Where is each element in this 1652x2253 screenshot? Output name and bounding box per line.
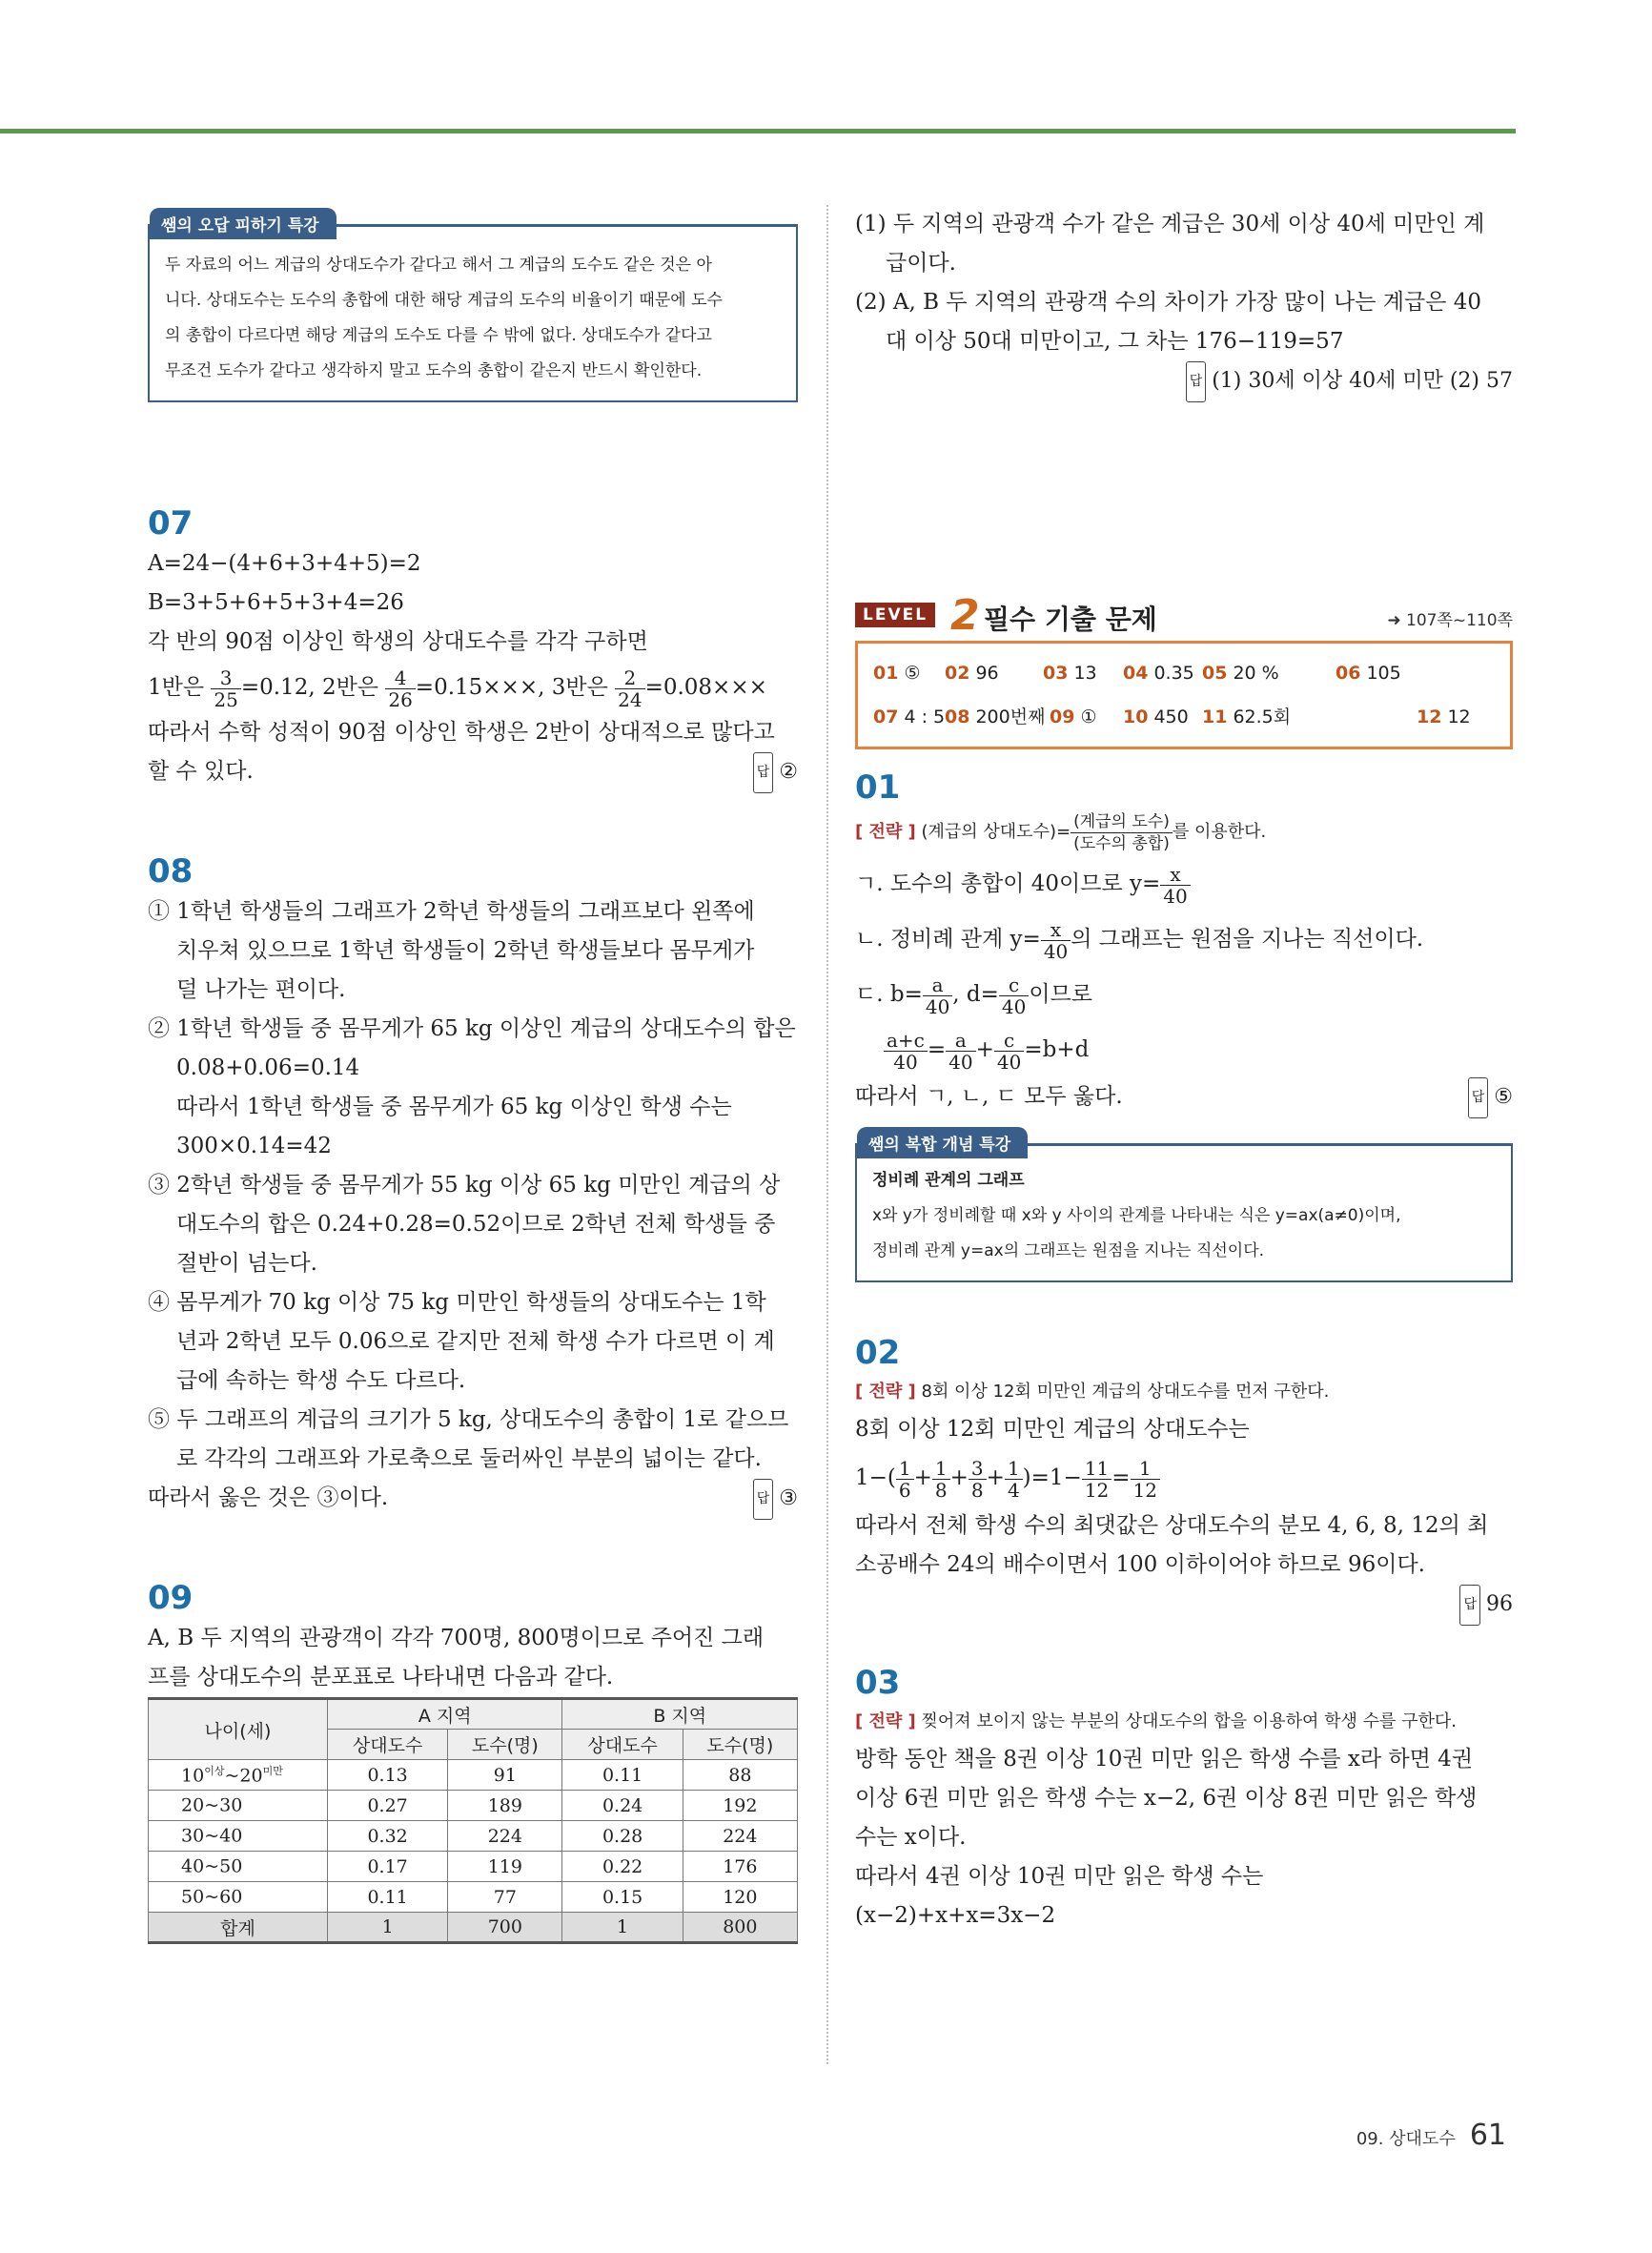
table-row bbox=[149, 1852, 798, 1882]
text-line: ⑤ 두 그래프의 계급의 크기가 5 kg, 상대도수의 총합이 1로 같으므 bbox=[148, 1407, 789, 1432]
answer: 답 ③ bbox=[753, 1479, 798, 1520]
text-line: 대 이상 50대 미만이고, 그 차는 176−119=57 bbox=[886, 329, 1344, 354]
header-region-a: A 지역 bbox=[328, 1699, 562, 1730]
table-row bbox=[149, 1791, 798, 1821]
tip-box-concept bbox=[855, 1136, 1513, 1282]
cell: 0.28 bbox=[562, 1821, 683, 1852]
header-frequency: 도수(명) bbox=[683, 1730, 797, 1760]
total-label: 합계 bbox=[149, 1913, 328, 1943]
solution-02 bbox=[855, 1332, 1513, 1626]
cell: 0.11 bbox=[328, 1882, 448, 1913]
cell: 0.17 bbox=[328, 1852, 448, 1882]
answer-row bbox=[873, 651, 1495, 695]
age-cell: 20~30 bbox=[149, 1791, 328, 1821]
age-cell: 40~50 bbox=[149, 1852, 328, 1882]
age-cell: $10^{이상}\sim 20^{미만}$ bbox=[149, 1760, 328, 1791]
cell: 192 bbox=[683, 1791, 797, 1821]
cell: 1 bbox=[328, 1913, 448, 1943]
answer-key-item: 11 62.5회 bbox=[1202, 707, 1292, 727]
tip-box-mistakes bbox=[148, 216, 798, 402]
answer-mark-icon: 답 bbox=[1459, 1585, 1480, 1626]
text-line: 따라서 1학년 학생들 중 몸무게가 65 kg 이상인 학생 수는 bbox=[176, 1095, 732, 1119]
tip-line: x와 y가 정비례할 때 x와 y 사이의 관계를 나타내는 식은 y=ax(a≠0)이며, bbox=[872, 1206, 1401, 1225]
tip-line: 의 총합이 다르다면 해당 계급의 도수도 다를 수 밖에 없다. 상대도수가 같다고 bbox=[165, 326, 712, 345]
top-rule bbox=[0, 129, 1516, 133]
cell: 88 bbox=[683, 1760, 797, 1791]
level-number: 2 bbox=[950, 591, 980, 640]
answer-key-item: 08 200번째 bbox=[945, 707, 1046, 727]
text-line: 급이다. bbox=[886, 251, 956, 276]
header-age: 나이(세) bbox=[149, 1699, 328, 1760]
cell: 0.15 bbox=[562, 1882, 683, 1913]
answer-key-item: 07 4 : 5 bbox=[873, 707, 946, 727]
answer-key-item: 10 450 bbox=[1123, 707, 1189, 727]
strategy: [ 전략 ] (계급의 상대도수)= $\frac{\text{(계급의 도수)}}{\text{(도수의 총합)}}$ 를 이용한다. bbox=[855, 811, 1267, 853]
solution-07 bbox=[148, 502, 798, 791]
answer: 답 (1) 30세 이상 40세 미만 (2) 57 bbox=[855, 361, 1513, 402]
text-line: ② 1학년 학생들 중 몸무게가 65 kg 이상인 계급의 상대도수의 합은 bbox=[148, 1016, 796, 1041]
answer-key-item: 04 0.35 bbox=[1123, 663, 1194, 684]
text-line: A, B 두 지역의 관광객이 각각 700명, 800명이므로 주어진 그래 bbox=[148, 1626, 765, 1650]
answer-mark-icon: 답 bbox=[1186, 361, 1207, 402]
text-line: (1) 두 지역의 관광객 수가 같은 계급은 30세 이상 40세 미만인 계 bbox=[855, 212, 1485, 236]
cell: 91 bbox=[448, 1760, 562, 1791]
table-row bbox=[149, 1821, 798, 1852]
answer-mark-icon: 답 bbox=[753, 1479, 774, 1520]
text-line: 8회 이상 12회 미만인 계급의 상대도수는 bbox=[855, 1417, 1250, 1442]
level-tag: LEVEL bbox=[855, 603, 935, 627]
cell: 119 bbox=[448, 1852, 562, 1882]
text-line: 할 수 있다. 답 ② bbox=[148, 752, 798, 791]
text-line: 프를 상대도수의 분포표로 나타내면 다음과 같다. bbox=[148, 1665, 614, 1690]
problem-number: 07 bbox=[148, 504, 194, 543]
cell: 800 bbox=[683, 1913, 797, 1943]
cell: 77 bbox=[448, 1882, 562, 1913]
header-relative: 상대도수 bbox=[562, 1730, 683, 1760]
cell: 176 bbox=[683, 1852, 797, 1882]
text-line: 따라서 옳은 것은 ③이다. 답 ③ bbox=[148, 1479, 798, 1518]
fraction: $\frac{3}{25}$ bbox=[211, 667, 240, 710]
text-line: ① 1학년 학생들의 그래프가 2학년 학생들의 그래프보다 왼쪽에 bbox=[148, 899, 755, 924]
problem-number: 08 bbox=[148, 852, 194, 891]
answer-key-item: 05 20 % bbox=[1202, 663, 1279, 684]
fraction: $\frac{2}{24}$ bbox=[615, 667, 644, 710]
answer: 답 ⑤ bbox=[1468, 1077, 1513, 1118]
table-row-total bbox=[149, 1913, 798, 1943]
equation-line: 1−( $\frac{1}{6}$ + $\frac{1}{8}$ + $\frac{3}{8}$ + $\frac{1}{4}$ )=1− $\frac{11}{12}$ = $\frac{1}{12}$ bbox=[855, 1449, 1513, 1506]
solution-09-continued bbox=[855, 205, 1513, 402]
page-footer bbox=[1356, 2119, 1506, 2152]
text-line: 0.08+0.06=0.14 bbox=[176, 1055, 360, 1080]
right-column bbox=[855, 205, 1513, 1936]
text-line: 따라서 전체 학생 수의 최댓값은 상대도수의 분모 4, 6, 8, 12의 최 bbox=[855, 1513, 1489, 1538]
text-line: 소공배수 24의 배수이면서 100 이하이어야 하므로 96이다. bbox=[855, 1552, 1425, 1577]
solution-08 bbox=[148, 850, 798, 1518]
fraction: $\frac{4}{26}$ bbox=[385, 667, 415, 710]
solution-03 bbox=[855, 1662, 1513, 1936]
answer-key-item: 12 12 bbox=[1417, 707, 1471, 727]
text-line: 덜 나가는 편이다. bbox=[176, 977, 346, 1002]
left-column bbox=[148, 205, 798, 1944]
header-region-b: B 지역 bbox=[562, 1699, 798, 1730]
cell: 0.24 bbox=[562, 1791, 683, 1821]
cell: 700 bbox=[448, 1913, 562, 1943]
problem-number: 01 bbox=[855, 768, 901, 807]
text-line: 방학 동안 책을 8권 이상 10권 미만 읽은 학생 수를 x라 하면 4권 bbox=[855, 1747, 1474, 1772]
cell: 0.32 bbox=[328, 1821, 448, 1852]
tip-tag: 쌤의 복합 개념 특강 bbox=[857, 1127, 1028, 1158]
text-line: 급에 속하는 학생 수도 다르다. bbox=[176, 1368, 466, 1393]
text-line: ④ 몸무게가 70 kg 이상 75 kg 미만인 학생들의 상대도수는 1학 bbox=[148, 1290, 766, 1315]
header-frequency: 도수(명) bbox=[448, 1730, 562, 1760]
text-line: 300×0.14=42 bbox=[176, 1134, 332, 1158]
cell: 224 bbox=[683, 1821, 797, 1852]
answer-key-item: 02 96 bbox=[945, 663, 999, 684]
fraction-line: 1반은 $\frac{3}{25}$ =0.12, 2반은 $\frac{4}{26}$ =0.15×××, 3반은 $\frac{2}{24}$ =0.08××× bbox=[148, 666, 767, 711]
text-line: 각 반의 90점 이상인 학생의 상대도수를 각각 구하면 bbox=[148, 629, 648, 654]
text-line: ③ 2학년 학생들 중 몸무게가 55 kg 이상 65 kg 미만인 계급의 상 bbox=[148, 1173, 781, 1198]
tip-line: 무조건 도수가 같다고 생각하지 말고 도수의 총합이 같은지 반드시 확인한다. bbox=[165, 361, 703, 380]
text-line: B=3+5+6+5+3+4=26 bbox=[148, 590, 404, 615]
text-line: 로 각각의 그래프와 가로축으로 둘러싸인 부분의 넓이는 같다. bbox=[176, 1446, 762, 1471]
text-line: 따라서 4권 이상 10권 미만 읽은 학생 수는 bbox=[855, 1864, 1264, 1889]
answer: 답 ② bbox=[753, 752, 798, 793]
page-number: 61 bbox=[1469, 2119, 1506, 2152]
cell: 1 bbox=[562, 1913, 683, 1943]
solution-01 bbox=[855, 767, 1513, 1116]
answer-mark-icon: 답 bbox=[1468, 1077, 1489, 1118]
answer-key-item: 09 ① bbox=[1050, 707, 1097, 727]
level-header bbox=[855, 593, 1513, 641]
text-line: ㄷ. b= $\frac{a}{40}$ , d= $\frac{c}{40}$ 이므로 bbox=[855, 973, 1093, 1018]
problem-number: 09 bbox=[148, 1579, 194, 1617]
answer-row bbox=[873, 695, 1495, 739]
text-line: 따라서 ㄱ, ㄴ, ㄷ 모두 옳다. 답 ⑤ bbox=[855, 1077, 1513, 1116]
table-row bbox=[149, 1760, 798, 1791]
tip-line: 니다. 상대도수는 도수의 총합에 대한 해당 계급의 도수의 비율이기 때문에 도수 bbox=[165, 291, 723, 310]
answer-key-item: 03 13 bbox=[1043, 663, 1097, 684]
text-line: 년과 2학년 모두 0.06으로 같지만 전체 학생 수가 다르면 이 계 bbox=[176, 1329, 775, 1354]
text-line: 이상 6권 미만 읽은 학생 수는 x−2, 6권 이상 8권 미만 읽은 학생 bbox=[855, 1786, 1478, 1811]
problem-number: 03 bbox=[855, 1664, 901, 1702]
answer-key-item: 06 105 bbox=[1336, 663, 1401, 684]
cell: 0.22 bbox=[562, 1852, 683, 1882]
answer-mark-icon: 답 bbox=[753, 752, 774, 793]
text-line: $\frac{a+c}{40}$ = $\frac{a}{40}$ + $\frac{c}{40}$ =b+d bbox=[855, 1022, 1513, 1077]
text-line: 따라서 수학 성적이 90점 이상인 학생은 2반이 상대적으로 많다고 bbox=[148, 720, 775, 745]
text-line: 절반이 넘는다. bbox=[176, 1251, 317, 1276]
solution-09 bbox=[148, 1577, 798, 1944]
text-line: (2) A, B 두 지역의 관광객 수의 차이가 가장 많이 나는 계급은 40 bbox=[855, 290, 1481, 315]
cell: 0.27 bbox=[328, 1791, 448, 1821]
text-line: ㄴ. 정비례 관계 y= $\frac{x}{40}$ 의 그래프는 원점을 지나는 직선이다. bbox=[855, 917, 1424, 963]
cell: 189 bbox=[448, 1791, 562, 1821]
header-relative: 상대도수 bbox=[328, 1730, 448, 1760]
relative-frequency-table bbox=[148, 1697, 798, 1944]
text-line: A=24−(4+6+3+4+5)=2 bbox=[148, 551, 421, 576]
answer-key-item: 01 ⑤ bbox=[873, 663, 921, 684]
age-cell: 50~60 bbox=[149, 1882, 328, 1913]
cell: 0.13 bbox=[328, 1760, 448, 1791]
strategy: [ 전략 ] 8회 이상 12회 미만인 계급의 상대도수를 먼저 구한다. bbox=[855, 1382, 1330, 1402]
tip-line: 두 자료의 어느 계급의 상대도수가 같다고 해서 그 계급의 도수도 같은 것은 아 bbox=[165, 256, 712, 275]
cell: 0.11 bbox=[562, 1760, 683, 1791]
tip-tag: 쌤의 오답 피하기 특강 bbox=[150, 208, 337, 239]
answer: 답 96 bbox=[855, 1585, 1513, 1626]
level-title: 필수 기출 문제 bbox=[984, 604, 1157, 635]
text-line: 치우쳐 있으므로 1학년 학생들이 2학년 학생들보다 몸무게가 bbox=[176, 938, 755, 963]
page-range: ➜ 107쪽~110쪽 bbox=[1387, 611, 1513, 630]
cell: 224 bbox=[448, 1821, 562, 1852]
problem-number: 02 bbox=[855, 1334, 901, 1372]
tip-title: 정비례 관계의 그래프 bbox=[872, 1171, 1025, 1190]
text-line: 대도수의 합은 0.24+0.28=0.52이므로 2학년 전체 학생들 중 bbox=[176, 1212, 776, 1237]
column-divider bbox=[826, 205, 828, 2064]
table-row bbox=[149, 1882, 798, 1913]
cell: 120 bbox=[683, 1882, 797, 1913]
tip-line: 정비례 관계 y=ax의 그래프는 원점을 지나는 직선이다. bbox=[872, 1241, 1265, 1260]
text-line: 수는 x이다. bbox=[855, 1825, 967, 1850]
section-label: 09. 상대도수 bbox=[1356, 2129, 1456, 2149]
text-line: (x−2)+x+x=3x−2 bbox=[855, 1903, 1056, 1928]
text-line: ㄱ. 도수의 총합이 40이므로 y= $\frac{x}{40}$ bbox=[855, 856, 1513, 911]
answer-key-box bbox=[855, 641, 1513, 749]
strategy: [ 전략 ] 찢어져 보이지 않는 부분의 상대도수의 합을 이용하여 학생 수를 구한다. bbox=[855, 1711, 1457, 1731]
age-cell: 30~40 bbox=[149, 1821, 328, 1852]
